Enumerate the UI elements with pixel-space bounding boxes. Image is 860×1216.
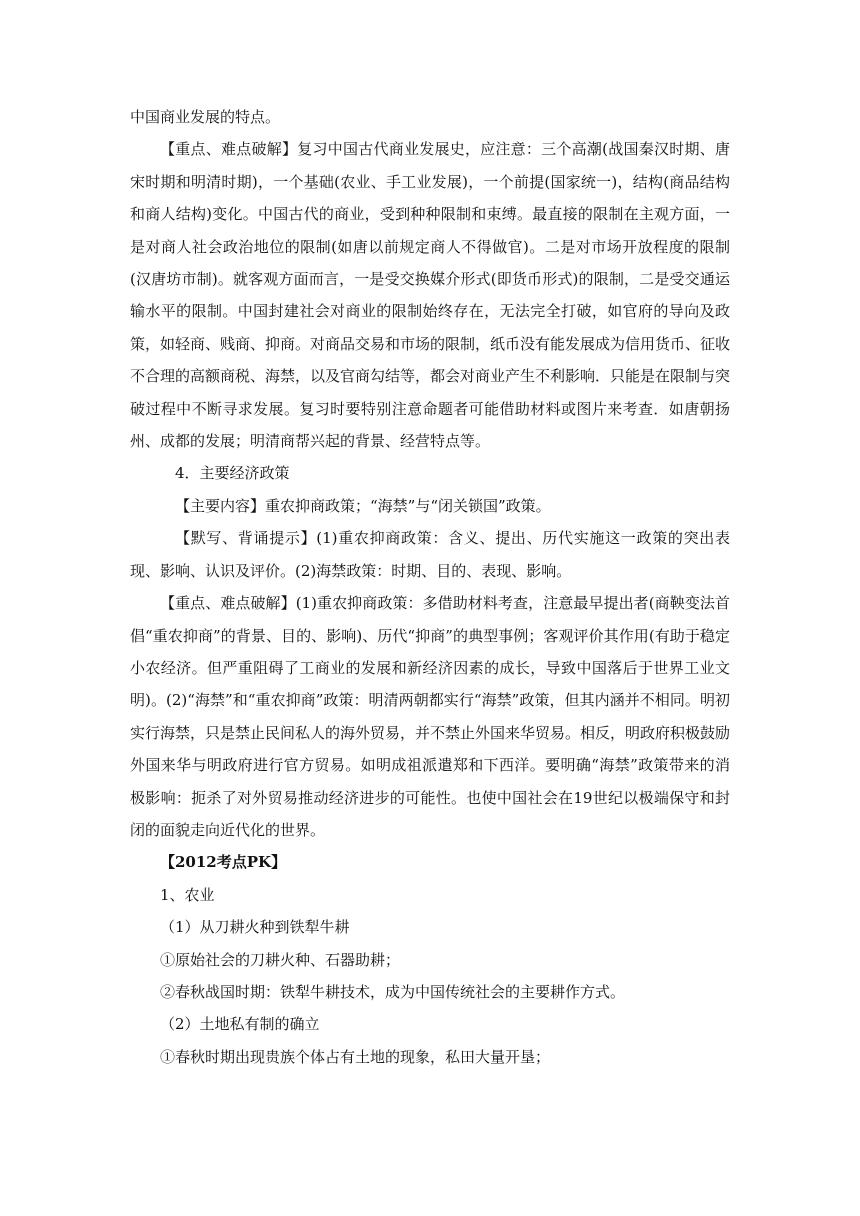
- paragraph-commerce-features: 中国商业发展的特点。: [130, 108, 281, 126]
- list-subheading-land-ownership: （2）土地私有制的确立: [160, 1015, 320, 1034]
- section-heading-economic-policy: 4．主要经济政策: [175, 464, 290, 483]
- list-heading-agriculture: 1、农业: [160, 885, 215, 904]
- paragraph-main-content: 【主要内容】重农抑商政策；“海禁”与“闭关锁国”政策。: [175, 496, 551, 515]
- paragraph-policy-key-points: 【重点、难点破解】(1)重农抑商政策：多借助材料考查，注意最早提出者(商鞅变法首倡“重农抑商”的背景、目的、影响)、历代“抑商”的典型事例；客观评价其作用(有助于稳定小农经济。但严重阻碍了工商业的发展和新经济因素的成长，导致中国落后于世界工业文明)。(2)“海禁”和“重农抑商”政策：明清两朝都实行“海禁”政策，但其内涵并不相同。明初实行海禁，只是禁止民间私人的海外贸易，并不禁止外国来华贸易。相反，明政府积极鼓励外国来华与明政府进行官方贸易。如明成祖派遣郑和下西洋。要明确“海禁”政策带来的消极影响：扼杀了对外贸易推动经济进步的可能性。也使中国社会在19世纪以极端保守和封闭的面貌走向近代化的世界。: [130, 594, 731, 839]
- list-item-primitive-farming: ①原始社会的刀耕火种、石器助耕；: [160, 950, 401, 969]
- document-page: [130, 101, 730, 1073]
- list-subheading-farming: （1）从刀耕火种到铁犁牛耕: [160, 918, 350, 937]
- section-heading-2012-pk: 【2012考点PK】: [160, 853, 287, 872]
- list-item-private-land: ①春秋时期出现贵族个体占有土地的现象，私田大量开垦；: [160, 1047, 551, 1066]
- list-item-iron-plough: ②春秋战国时期：铁犁牛耕技术，成为中国传统社会的主要耕作方式。: [160, 982, 626, 1001]
- paragraph-recitation-tips: 【默写、背诵提示】(1)重农抑商政策：含义、提出、历代实施这一政策的突出表现、影响、认识及评价。(2)海禁政策：时期、目的、表现、影响。: [130, 529, 730, 580]
- paragraph-commerce-key-points: 【重点、难点破解】复习中国古代商业发展史，应注意：三个高潮(战国秦汉时期、唐宋时期和明清时期)，一个基础(农业、手工业发展)，一个前提(国家统一)，结构(商品结构和商人结构)变化。中国古代的商业，受到种种限制和束缚。最直接的限制在主观方面，一是对商人社会政治地位的限制(如唐以前规定商人不得做官)。二是对市场开放程度的限制(汉唐坊市制)。就客观方面而言，一是受交换媒介形式(即货币形式)的限制，二是受交通运输水平的限制。中国封建社会对商业的限制始终存在，无法完全打破，如官府的导向及政策，如轻商、贱商、抑商。对商品交易和市场的限制，纸币没有能发展成为信用货币、征收不合理的高额商税、海禁，以及官商勾结等，都会对商业产生不利影响．只能是在限制与突破过程中不断寻求发展。复习时要特别注意命题者可能借助材料或图片来考查．如唐朝扬州、成都的发展；明清商帮兴起的背景、经营特点等。: [130, 140, 731, 451]
